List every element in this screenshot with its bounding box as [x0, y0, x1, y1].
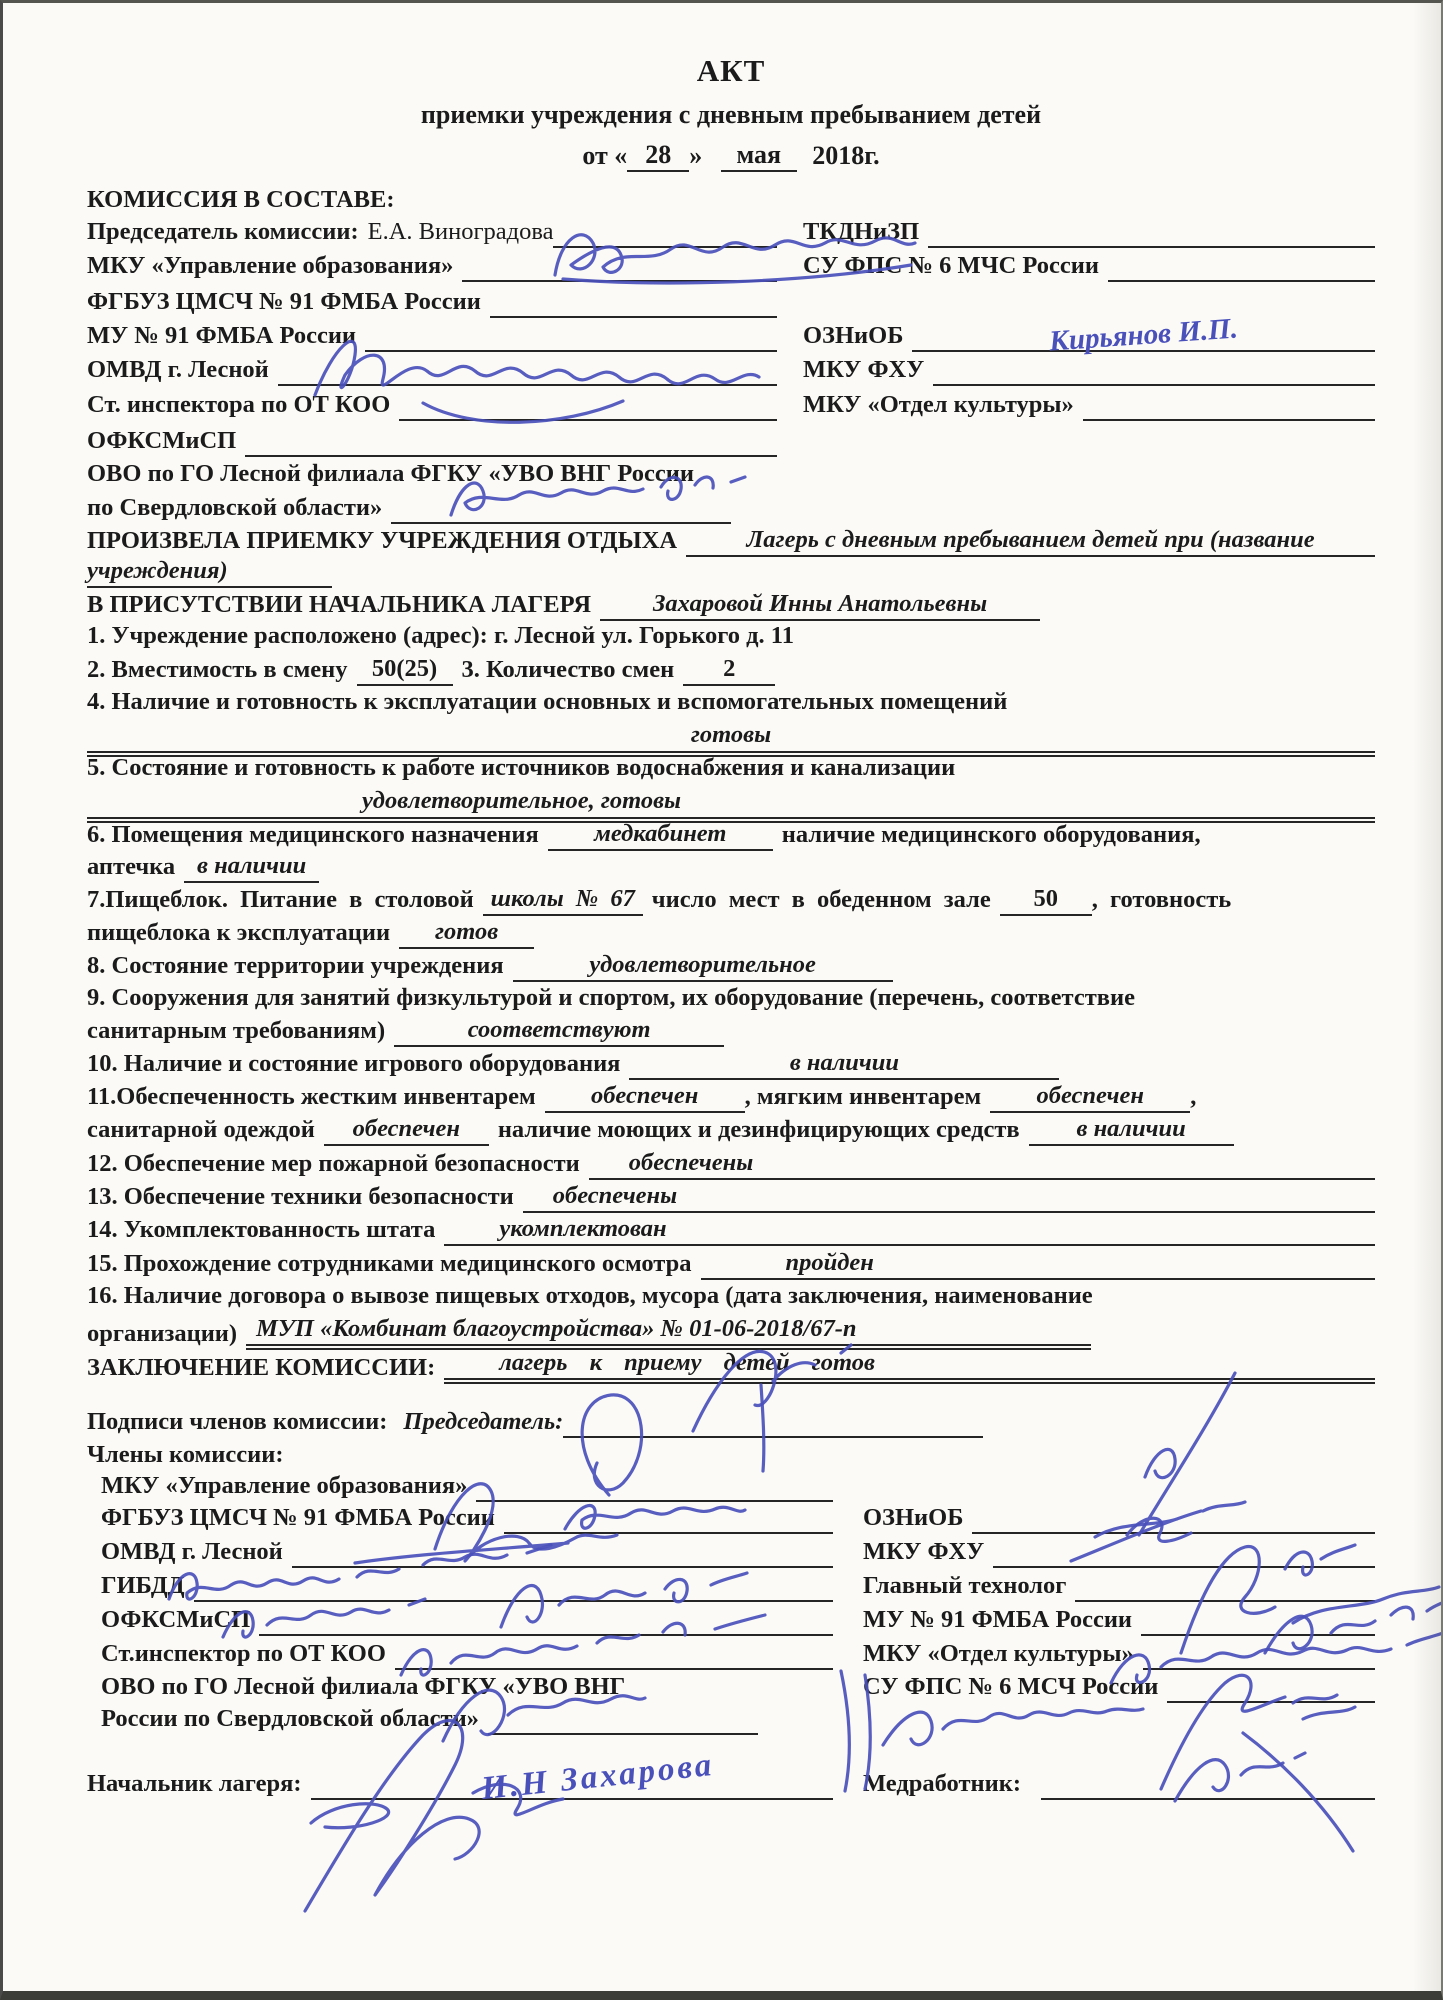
doc-subtitle	[87, 99, 1375, 131]
member-sufps-blank	[1167, 1670, 1375, 1703]
item-8-value: удовлетворительное	[589, 951, 816, 978]
item-11-value3: обеспечен	[352, 1115, 461, 1142]
member-oznob-label: ОЗНиОБ	[863, 1504, 964, 1531]
head-of-camp	[87, 1767, 863, 1800]
row-stinsp-kult	[87, 388, 1375, 421]
row-chair-tkdn	[87, 215, 1375, 248]
member-fhu-blank	[993, 1535, 1375, 1568]
item-7-line2	[87, 916, 1375, 949]
item-16-line2	[87, 1313, 1375, 1350]
chair-blank	[553, 215, 777, 248]
fhu-blank	[933, 353, 1375, 386]
sufps-blank	[1108, 249, 1375, 282]
field-chair	[87, 215, 803, 248]
doc-title	[87, 55, 1375, 87]
item-11-value2: обеспечен	[1036, 1082, 1144, 1109]
member-upr	[87, 1469, 863, 1502]
item-6-field2	[184, 850, 319, 883]
item-9-text: 9. Сооружения для занятий физкультурой и спортом, их оборудование (перечень, соответствие	[87, 984, 1135, 1011]
member-ovo-line2	[87, 1702, 863, 1735]
item-3-label: 3. Количество смен	[461, 656, 675, 683]
member-fgbuz-label: ФГБУЗ ЦМСЧ № 91 ФМБА России	[101, 1504, 495, 1531]
date-month: мая	[736, 140, 782, 169]
date-day: 28	[645, 140, 672, 169]
item-7-value3: готов	[434, 918, 499, 945]
row-fgbuz	[87, 285, 1375, 318]
signature-head-of-camp	[305, 1721, 563, 1911]
member-fgbuz	[87, 1501, 863, 1534]
date-close-quote: »	[689, 141, 703, 170]
final-row	[87, 1767, 1375, 1800]
item-7-field1	[483, 883, 643, 916]
item-5	[87, 752, 1375, 784]
otdel-kultury-blank	[1083, 388, 1375, 421]
members-heading-text: Члены комиссии:	[87, 1441, 284, 1468]
acceptance-value2-field	[87, 555, 332, 588]
member-glavteh-blank	[1075, 1569, 1375, 1602]
field-st-inspector	[87, 388, 803, 421]
item-5-text: 5. Состояние и готовность к работе источников водоснабжения и канализации	[87, 754, 956, 781]
member-ovo-line1	[87, 1671, 863, 1703]
field-mu91	[87, 319, 803, 352]
row-ofksmisp	[87, 424, 1375, 457]
chair-name: Е.А. Виноградова	[367, 218, 554, 245]
item-6-label2: наличие медицинского оборудования,	[781, 821, 1201, 848]
member-fhu	[863, 1535, 1375, 1568]
row-ovo-line2	[87, 491, 1375, 524]
ovo-blank	[391, 491, 731, 524]
item-13-label: 13. Обеспечение техники безопасности	[87, 1183, 514, 1210]
field-sufps-mchs	[803, 249, 1375, 282]
field-fgbuz	[87, 285, 803, 318]
otdel-kultury-label: МКУ «Отдел культуры»	[803, 391, 1074, 418]
fhu-label: МКУ ФХУ	[803, 356, 925, 383]
item-16	[87, 1280, 1375, 1312]
st-inspector-label: Ст. инспектора по ОТ КОО	[87, 391, 391, 418]
head-of-camp-handwritten-text: И.Н Захарова	[479, 1746, 716, 1808]
item-11-label2: , мягким инвентарем	[744, 1083, 982, 1110]
member-oznob	[863, 1501, 1375, 1534]
field-omvd	[87, 353, 803, 386]
member-ovo-label2: России по Свердловской области»	[101, 1705, 479, 1732]
item-1	[87, 620, 1375, 652]
sufps-label: СУ ФПС № 6 МЧС России	[803, 252, 1100, 279]
chair-label: Председатель комиссии:	[87, 218, 359, 245]
item-10	[87, 1047, 1375, 1080]
member-fhu-label: МКУ ФХУ	[863, 1538, 985, 1565]
head-of-camp-label: Начальник лагеря:	[87, 1770, 302, 1797]
fgbuz-label: ФГБУЗ ЦМСЧ № 91 ФМБА России	[87, 288, 481, 315]
item-1-text: 1. Учреждение расположено (адрес): г. Лесной ул. Горького д. 11	[87, 622, 794, 649]
date-month-field	[721, 139, 797, 172]
member-st-inspector-blank	[395, 1637, 833, 1670]
member-ofksmisp-blank	[259, 1603, 833, 1636]
st-inspector-blank	[399, 388, 777, 421]
item-7	[87, 883, 1375, 916]
item-11-field1	[545, 1080, 745, 1113]
oznob-label: ОЗНиОБ	[803, 322, 904, 349]
member-ofksmisp	[87, 1603, 863, 1636]
item-9-label2: санитарным требованиям)	[87, 1017, 386, 1044]
item-2-3	[87, 653, 1375, 686]
mu91-blank	[365, 319, 777, 352]
item-10-value: в наличии	[789, 1049, 900, 1076]
member-otdel-kultury-blank	[1143, 1637, 1375, 1670]
member-omvd-blank	[292, 1535, 833, 1568]
item-4-text: 4. Наличие и готовность к эксплуатации основных и вспомогательных помещений	[87, 688, 1008, 715]
item-7-label4: пищеблока к эксплуатации	[87, 919, 391, 946]
item-15-field	[701, 1247, 1375, 1280]
item-12-field	[589, 1147, 1375, 1180]
item-7-value1: школы № 67	[490, 885, 635, 912]
item-7-value2: 50	[1033, 885, 1058, 912]
item-2-value: 50(25)	[371, 655, 438, 682]
conclusion-field	[444, 1347, 1375, 1384]
commission-heading	[87, 184, 1375, 216]
item-11-field2	[990, 1080, 1190, 1113]
ofksmisp-blank	[245, 424, 777, 457]
fgbuz-blank	[490, 285, 777, 318]
doc-title-text: АКТ	[696, 53, 766, 88]
date-prefix: от «	[582, 141, 628, 170]
item-2-field	[357, 653, 453, 686]
item-5-value: удовлетворительное, готовы	[362, 787, 682, 814]
member-glavteh-label: Главный технолог	[863, 1572, 1067, 1599]
item-14-value: укомплектован	[499, 1215, 667, 1242]
omvd-blank	[278, 353, 777, 386]
mu91-label: МУ № 91 ФМБА России	[87, 322, 357, 349]
item-14-field	[444, 1213, 1375, 1246]
item-7-field3	[399, 916, 534, 949]
acceptance-value-line2: учреждения)	[87, 557, 228, 584]
med-worker-blank	[1041, 1767, 1375, 1800]
item-11-field3	[324, 1113, 489, 1146]
presence-label: В ПРИСУТСТВИИ НАЧАЛЬНИКА ЛАГЕРЯ	[87, 591, 592, 618]
member-gibdd-blank	[194, 1569, 833, 1602]
commission-heading-text: КОМИССИЯ В СОСТАВЕ:	[87, 186, 395, 213]
med-worker-label: Медработник:	[863, 1770, 1022, 1797]
presence-value: Захаровой Инны Анатольевны	[652, 590, 988, 617]
item-6-value2: в наличии	[197, 852, 307, 879]
acceptance-blank	[686, 524, 1375, 557]
upr-label: МКУ «Управление образования»	[87, 252, 454, 279]
oznob-blank	[912, 312, 1375, 358]
item-11-line2	[87, 1113, 1375, 1146]
tkdn-blank	[928, 215, 1375, 248]
item-11-value4: в наличии	[1076, 1115, 1186, 1142]
item-6	[87, 818, 1375, 851]
item-12-value: обеспечены	[628, 1149, 754, 1176]
field-tkdn	[803, 215, 1375, 248]
item-8	[87, 949, 1375, 982]
member-row-omvd-fhu	[87, 1535, 1375, 1568]
item-7-label2: число мест в обеденном зале	[651, 886, 991, 913]
presence-line	[87, 588, 1375, 621]
item-11-label: 11.Обеспеченность жестким инвентарем	[87, 1083, 536, 1110]
item-6-field1	[548, 818, 773, 851]
member-row-ovo2	[87, 1702, 1375, 1735]
member-sufps	[863, 1670, 1375, 1703]
member-row-gibdd-glavteh	[87, 1569, 1375, 1602]
item-6-value1: медкабинет	[594, 820, 727, 847]
member-gibdd-label: ГИБДД	[101, 1572, 185, 1599]
member-fgbuz-blank	[504, 1501, 833, 1534]
item-8-label: 8. Состояние территории учреждения	[87, 952, 504, 979]
upr-blank	[462, 249, 777, 282]
member-mu91-blank	[1141, 1603, 1375, 1636]
item-11-value1: обеспечен	[590, 1082, 699, 1109]
tkdn-label: ТКДНиЗП	[803, 218, 920, 245]
members-heading	[87, 1439, 1375, 1471]
member-row-upr	[87, 1469, 1375, 1502]
item-6-label3: аптечка	[87, 853, 176, 880]
item-11-label4: наличие моющих и дезинфицирующих средств	[497, 1116, 1020, 1143]
item-3-field	[683, 653, 775, 686]
field-upr-obr	[87, 249, 803, 282]
row-mu91-oznob	[87, 312, 1375, 358]
item-9-field	[394, 1014, 724, 1047]
item-13	[87, 1180, 1375, 1213]
conclusion-value: лагерь к приему детей готов	[499, 1349, 875, 1376]
item-11-label3: санитарной одеждой	[87, 1116, 315, 1143]
member-oznob-blank	[972, 1501, 1375, 1534]
date-year: 2018г.	[812, 141, 880, 170]
member-st-inspector-label: Ст.инспектор по ОТ КОО	[101, 1640, 386, 1667]
item-13-value: обеспечены	[552, 1182, 678, 1209]
item-4-value: готовы	[690, 721, 772, 748]
item-7-label3: , готовность	[1091, 886, 1232, 913]
oznob-handwritten-value: Кирьянов И.П.	[1048, 312, 1240, 358]
member-row-fgbuz-oznob	[87, 1501, 1375, 1534]
member-st-inspector	[87, 1637, 863, 1670]
presence-field	[600, 588, 1040, 621]
chair-sig-blank	[563, 1405, 983, 1438]
conclusion-line	[87, 1347, 1375, 1384]
item-9-line2	[87, 1014, 1375, 1047]
item-15	[87, 1247, 1375, 1280]
item-2-label: 2. Вместимость в смену	[87, 656, 348, 683]
member-glavteh	[863, 1569, 1375, 1602]
member-omvd	[87, 1535, 863, 1568]
item-13-field	[523, 1180, 1375, 1213]
signatures-heading-line	[87, 1405, 1375, 1438]
item-11	[87, 1080, 1375, 1113]
item-12	[87, 1147, 1375, 1180]
item-4	[87, 686, 1375, 718]
conclusion-label: ЗАКЛЮЧЕНИЕ КОМИССИИ:	[87, 1354, 436, 1381]
item-10-field	[629, 1047, 1059, 1080]
item-16-text: 16. Наличие договора о вывозе пищевых отходов, мусора (дата заключения, наименование	[87, 1282, 1093, 1309]
row-omvd-fhu	[87, 353, 1375, 386]
date-day-field	[627, 139, 689, 172]
item-10-label: 10. Наличие и состояние игрового оборудования	[87, 1050, 621, 1077]
item-6-label: 6. Помещения медицинского назначения	[87, 821, 539, 848]
item-15-value: пройден	[785, 1249, 874, 1276]
item-8-field	[513, 949, 893, 982]
member-row-ovo-sufps	[87, 1670, 1375, 1703]
row-ovo-line1	[87, 458, 1375, 490]
item-11-comma: ,	[1190, 1083, 1197, 1110]
doc-subtitle-text: приемки учреждения с дневным пребыванием детей	[420, 100, 1042, 129]
ovo-label-line2: по Свердловской области»	[87, 494, 383, 521]
item-7-field2	[1000, 883, 1092, 916]
row-upr-sufps	[87, 249, 1375, 282]
member-ovo-blank	[488, 1702, 758, 1735]
member-mu91	[863, 1603, 1375, 1636]
member-otdel-kultury-label: МКУ «Отдел культуры»	[863, 1640, 1134, 1667]
med-worker	[863, 1767, 1375, 1800]
member-upr-label: МКУ «Управление образования»	[101, 1472, 468, 1499]
item-9	[87, 982, 1375, 1014]
member-upr-blank	[476, 1469, 833, 1502]
acceptance-value-line1: Лагерь с дневным пребыванием детей при (название	[746, 526, 1315, 553]
signatures-heading: Подписи членов комиссии:	[87, 1408, 388, 1435]
item-16-field	[246, 1313, 1091, 1350]
member-gibdd	[87, 1569, 863, 1602]
field-otdel-kultury	[803, 388, 1375, 421]
ofksmisp-label: ОФКСМиСП	[87, 427, 237, 454]
member-row-stinsp-kult	[87, 1637, 1375, 1670]
item-14	[87, 1213, 1375, 1246]
member-omvd-label: ОМВД г. Лесной	[101, 1538, 283, 1565]
field-fhu	[803, 353, 1375, 386]
field-ofksmisp	[87, 424, 803, 457]
acceptance-label: ПРОИЗВЕЛА ПРИЕМКУ УЧРЕЖДЕНИЯ ОТДЫХА	[87, 527, 678, 554]
item-16-label2: организации)	[87, 1320, 238, 1347]
item-7-label: 7.Пищеблок. Питание в столовой	[87, 886, 474, 913]
acceptance-line	[87, 524, 1375, 557]
member-row-ofksmisp-mu91	[87, 1603, 1375, 1636]
member-ovo-label1: ОВО по ГО Лесной филиала ФГКУ «УВО ВНГ	[101, 1673, 626, 1700]
item-9-value: соответствуют	[467, 1016, 651, 1043]
item-12-label: 12. Обеспечение мер пожарной безопасности	[87, 1150, 580, 1177]
acceptance-line2	[87, 555, 1375, 588]
item-16-value: МУП «Комбинат благоустройства» № 01-06-2018/67-п	[256, 1315, 857, 1342]
member-otdel-kultury	[863, 1637, 1375, 1670]
doc-date-line	[87, 139, 1375, 172]
item-14-label: 14. Укомплектованность штата	[87, 1216, 436, 1243]
member-mu91-label: МУ № 91 ФМБА России	[863, 1606, 1133, 1633]
item-3-value: 2	[723, 655, 736, 682]
item-11-field4	[1029, 1113, 1234, 1146]
omvd-label: ОМВД г. Лесной	[87, 356, 269, 383]
member-ofksmisp-label: ОФКСМиСП	[101, 1606, 251, 1633]
field-oznob	[803, 312, 1375, 358]
item-15-label: 15. Прохождение сотрудниками медицинского осмотра	[87, 1250, 692, 1277]
member-sufps-label: СУ ФПС № 6 МСЧ России	[863, 1673, 1159, 1700]
chair-sig-label: Председатель:	[403, 1408, 564, 1435]
ovo-label-line1: ОВО по ГО Лесной филиала ФГКУ «УВО ВНГ России	[87, 460, 694, 487]
item-6-line2	[87, 850, 1375, 883]
